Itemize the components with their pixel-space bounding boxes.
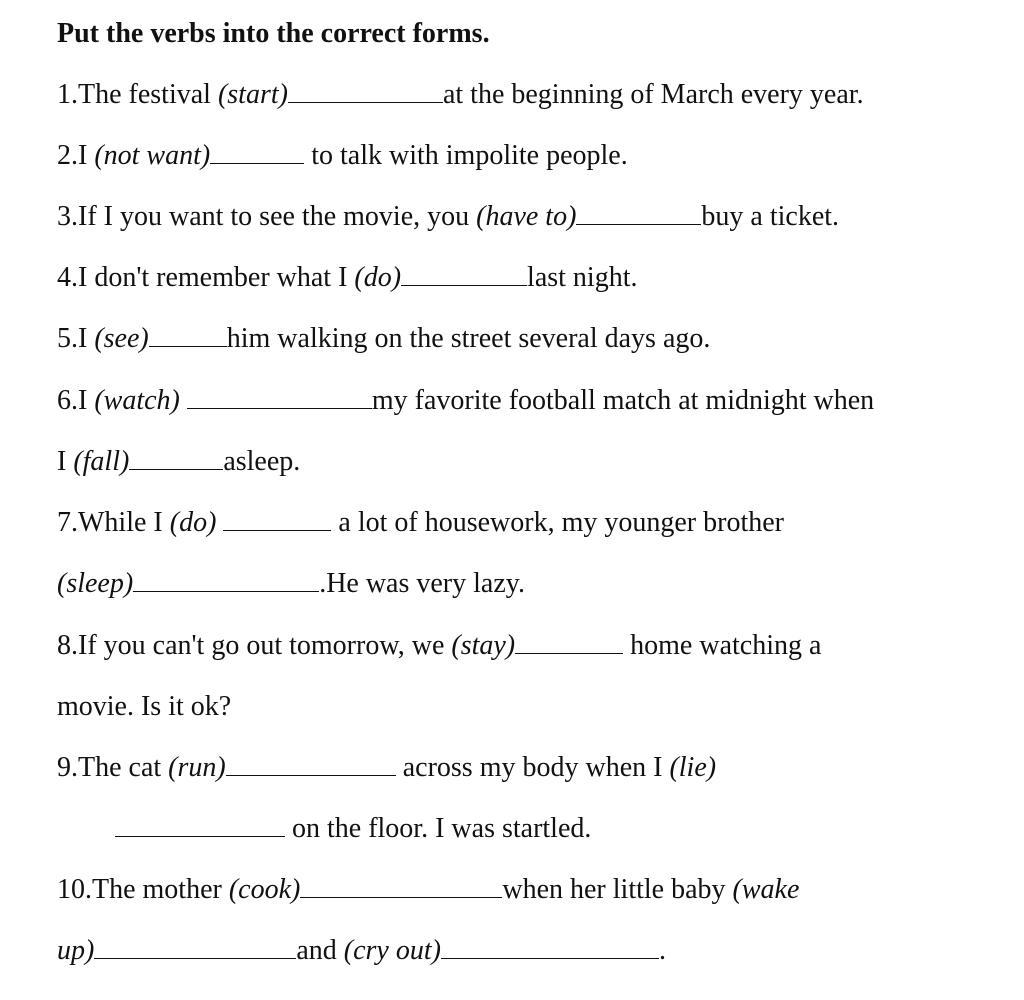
- question-text: The festival: [78, 79, 218, 110]
- question-text: a lot of housework, my younger brother: [331, 507, 784, 538]
- question-8-continued: [57, 690, 231, 724]
- question-2: [57, 139, 628, 173]
- question-9-continued: [115, 812, 591, 846]
- verb-prompt: (sleep): [57, 568, 134, 599]
- question-text: across my body when I: [395, 752, 670, 783]
- question-text: movie. Is it ok?: [57, 691, 232, 722]
- question-10: [57, 873, 799, 907]
- answer-blank[interactable]: [115, 814, 285, 837]
- question-text: last night.: [527, 262, 638, 293]
- question-10-continued: [57, 934, 666, 968]
- answer-blank[interactable]: [94, 936, 296, 959]
- question-text: I: [78, 323, 95, 354]
- answer-blank[interactable]: [515, 631, 623, 654]
- question-number: 8.: [57, 630, 78, 661]
- answer-blank[interactable]: [133, 569, 319, 592]
- answer-blank[interactable]: [226, 753, 396, 776]
- question-4: [57, 261, 638, 295]
- question-text: buy a ticket.: [701, 201, 840, 232]
- question-5: [57, 322, 710, 356]
- question-number: 7.: [57, 507, 78, 538]
- answer-blank[interactable]: [288, 80, 443, 103]
- question-8: [57, 629, 821, 663]
- verb-prompt: (have to): [476, 201, 577, 232]
- question-text: I: [78, 385, 95, 416]
- question-9: [57, 751, 716, 785]
- question-text: my favorite football match at midnight when: [371, 385, 875, 416]
- question-text: .: [658, 935, 666, 966]
- question-text: asleep.: [223, 446, 301, 477]
- question-text: to talk with impolite people.: [304, 140, 628, 171]
- question-text: home watching a: [623, 630, 822, 661]
- question-text: when her little baby: [502, 874, 733, 905]
- question-number: 4.: [57, 262, 78, 293]
- answer-blank[interactable]: [300, 875, 502, 898]
- answer-blank[interactable]: [223, 508, 331, 531]
- question-text: If you can't go out tomorrow, we: [78, 630, 452, 661]
- verb-prompt: (lie): [669, 752, 717, 783]
- verb-prompt: up): [57, 935, 95, 966]
- answer-blank[interactable]: [129, 447, 223, 470]
- question-text: .He was very lazy.: [319, 568, 525, 599]
- question-number: 10.: [57, 874, 92, 905]
- verb-prompt: (run): [168, 752, 226, 783]
- verb-prompt: (fall): [73, 446, 130, 477]
- worksheet-title: Put the verbs into the correct forms.: [57, 18, 490, 49]
- question-text: at the beginning of March every year.: [442, 79, 864, 110]
- question-text: If I you want to see the movie, you: [78, 201, 477, 232]
- verb-prompt: (do): [169, 507, 217, 538]
- verb-prompt: (wake: [732, 874, 800, 905]
- answer-blank[interactable]: [210, 141, 304, 164]
- question-number: 2.: [57, 140, 78, 171]
- question-text: While I: [78, 507, 170, 538]
- verb-prompt: (cry out): [343, 935, 441, 966]
- answer-blank[interactable]: [401, 263, 527, 286]
- question-number: 5.: [57, 323, 78, 354]
- question-text: I: [78, 140, 95, 171]
- question-6: [57, 384, 874, 418]
- verb-prompt: (watch): [94, 385, 180, 416]
- question-number: 1.: [57, 79, 78, 110]
- question-text: on the floor. I was startled.: [285, 813, 592, 844]
- question-number: 6.: [57, 385, 78, 416]
- question-number: 9.: [57, 752, 78, 783]
- answer-blank[interactable]: [441, 936, 659, 959]
- verb-prompt: (not want): [94, 140, 211, 171]
- question-text: I: [57, 446, 74, 477]
- question-6-continued: [57, 445, 300, 479]
- question-7: [57, 506, 784, 540]
- verb-prompt: (do): [354, 262, 402, 293]
- question-number: 3.: [57, 201, 78, 232]
- question-text: The mother: [92, 874, 229, 905]
- verb-prompt: (stay): [451, 630, 516, 661]
- answer-blank[interactable]: [576, 202, 701, 225]
- question-text: I don't remember what I: [78, 262, 355, 293]
- question-text: him walking on the street several days ago.: [226, 323, 711, 354]
- question-3: [57, 200, 839, 234]
- question-7-continued: [57, 567, 525, 601]
- question-1: [57, 78, 864, 112]
- question-text: The cat: [78, 752, 169, 783]
- question-text: and: [296, 935, 344, 966]
- answer-blank[interactable]: [187, 386, 372, 409]
- verb-prompt: (start): [217, 79, 288, 110]
- verb-prompt: (cook): [228, 874, 301, 905]
- answer-blank[interactable]: [149, 324, 227, 347]
- verb-prompt: (see): [94, 323, 149, 354]
